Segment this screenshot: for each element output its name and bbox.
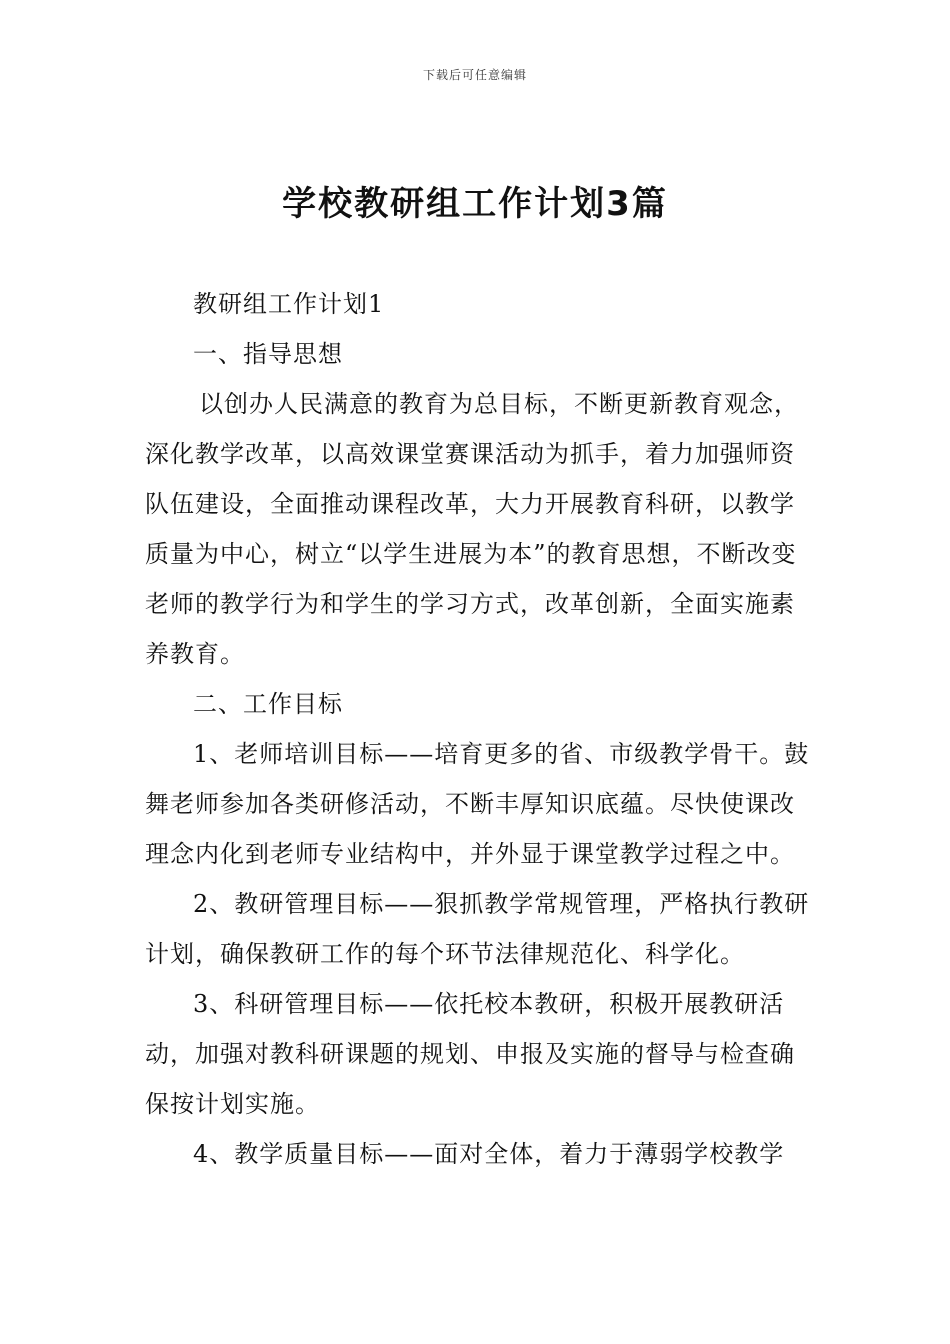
document-body [145, 279, 817, 1179]
section-heading-plan-1: 教研组工作计划1 [193, 290, 385, 318]
document-title: 学校教研组工作计划3篇 [282, 184, 668, 224]
paragraph-goal-teacher-training: 1、老师培训目标——培育更多的省、市级教学骨干。鼓舞老师参加各类研修活动，不断丰厚知识底蕴。尽快使课改理念内化到老师专业结构中，并外显于课堂教学过程之中。 [145, 740, 810, 868]
paragraph-goal-teaching-quality: 4、教学质量目标——面对全体，着力于薄弱学校教学 [193, 1140, 785, 1168]
paragraph-goal-research-management: 3、科研管理目标——依托校本教研，积极开展教研活动，加强对教科研课题的规划、申报及实施的督导与检查确保按计划实施。 [145, 990, 795, 1118]
paragraph-goal-teaching-research: 2、教研管理目标——狠抓教学常规管理，严格执行教研计划，确保教研工作的每个环节法律规范化、科学化。 [145, 890, 810, 968]
paragraph-guiding-ideology: 以创办人民满意的教育为总目标，不断更新教育观念，深化教学改革，以高效课堂赛课活动为抓手，着力加强师资队伍建设，全面推动课程改革，大力开展教育科研，以教学质量为中心，树立“以学生进展为本”的教育思想，不断改变老师的教学行为和学生的学习方式，改革创新，全面实施素养教育。 [145, 390, 799, 668]
page-header: 下载后可任意编辑 [422, 68, 527, 82]
section-heading-work-goals: 二、工作目标 [193, 690, 343, 718]
section-heading-guiding-ideology: 一、指导思想 [193, 340, 343, 368]
